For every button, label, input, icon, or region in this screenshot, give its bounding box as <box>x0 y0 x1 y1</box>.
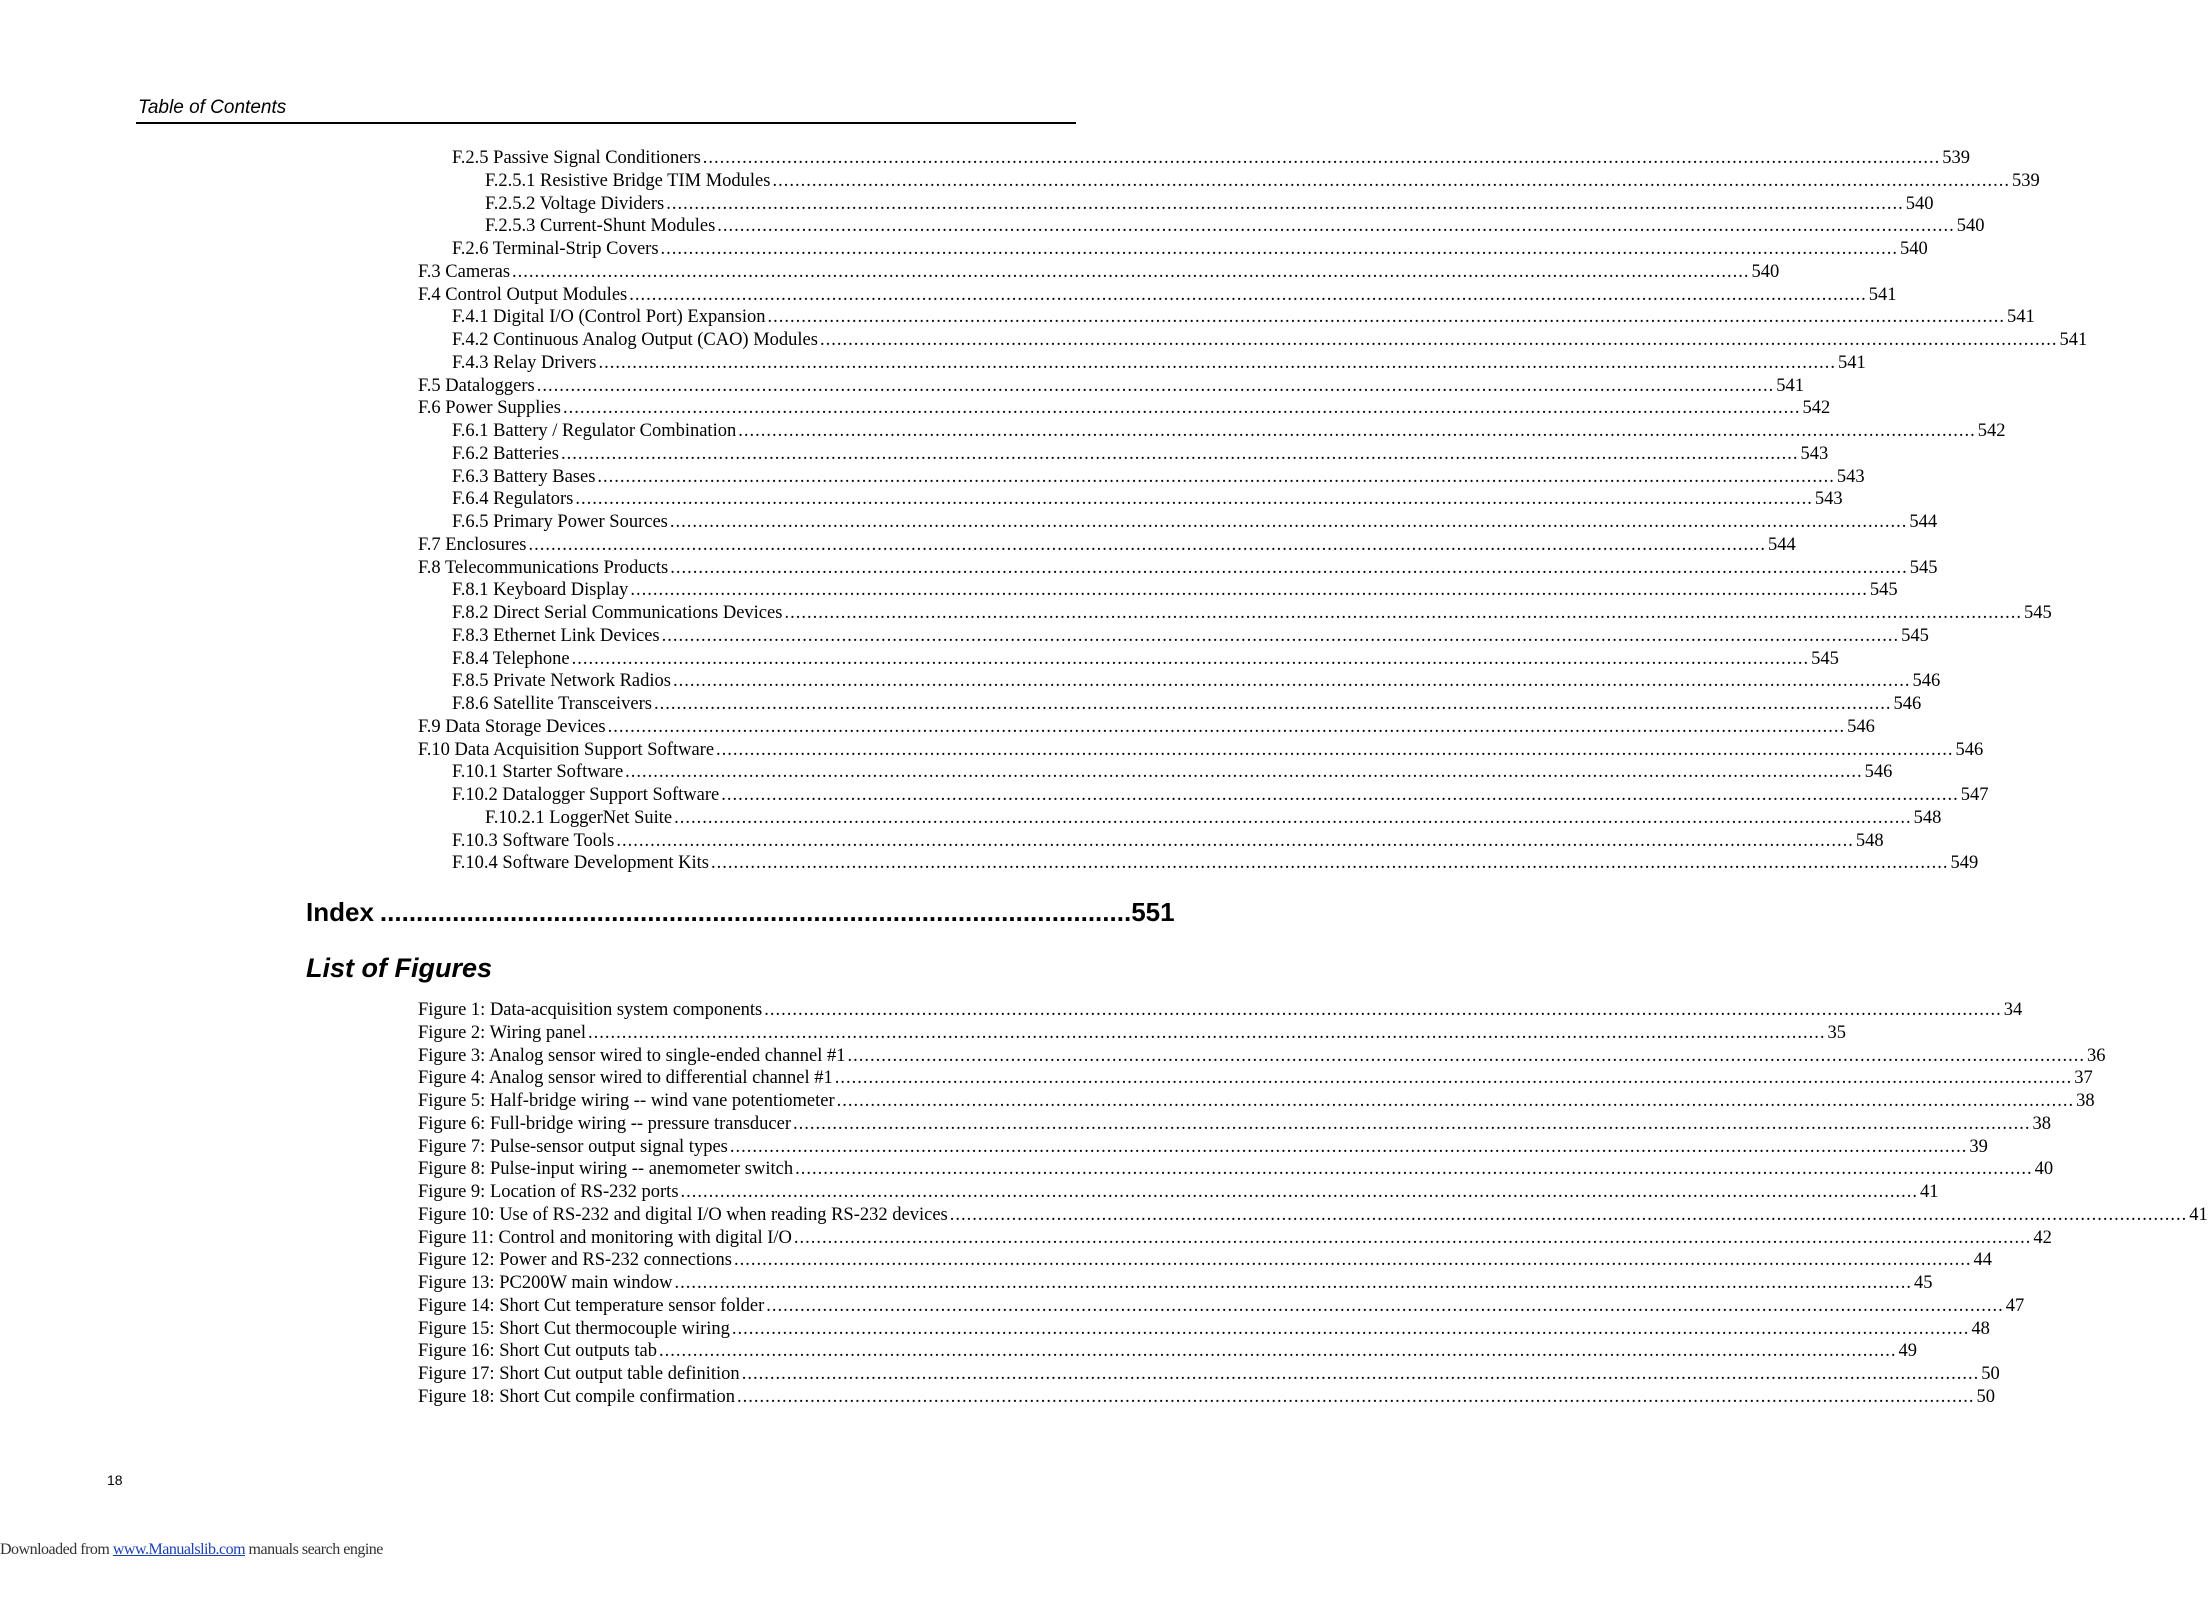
entry-page: 541 <box>1776 375 1804 396</box>
dot-leader: ............................................................................................................................................................................................................................ <box>660 239 1899 259</box>
entry-page: 541 <box>2007 307 2035 328</box>
entry-page: 543 <box>1836 466 1865 487</box>
entry-title: F.2.5 Passive Signal Conditioners <box>452 148 701 168</box>
entry-page: 539 <box>1942 148 1971 168</box>
toc-entry[interactable] <box>452 784 1989 807</box>
entry-title: Figure 14: Short Cut temperature sensor folder <box>418 1295 765 1316</box>
dot-leader: ............................................................................................................................................................................................................................ <box>716 739 1954 760</box>
entry-page: 546 <box>1912 671 1941 692</box>
toc-entry[interactable] <box>418 557 1938 580</box>
dot-leader: ............................................................................................................................................................................................................................ <box>772 170 2010 191</box>
list-of-figures-heading: List of Figures <box>306 953 493 983</box>
entry-page: 48 <box>1971 1318 1990 1339</box>
entry-page: 547 <box>1960 785 1989 805</box>
dot-leader: ............................................................................................................................................................................................................................ <box>767 307 2006 328</box>
dot-leader: ............................................................................................................................................................................................................................ <box>674 1273 1913 1293</box>
dot-leader: ............................................................................................................................................................................................................................ <box>738 421 1976 441</box>
entry-page: 545 <box>1811 648 1839 669</box>
dot-leader: ............................................................................................................................................................................................................................ <box>629 284 1867 305</box>
entry-title: F.10.2 Datalogger Support Software <box>452 785 720 805</box>
footer-suffix: manuals search engine <box>245 1541 383 1558</box>
index-page: 551 <box>1131 897 1175 927</box>
entry-page: 545 <box>1869 580 1898 601</box>
entry-page: 544 <box>1909 512 1938 532</box>
dot-leader: ............................................................................................................................................................................................................................ <box>575 489 1813 510</box>
dot-leader: ............................................................................................................................................................................................................................ <box>512 261 1750 282</box>
entry-page: 35 <box>1827 1022 1846 1043</box>
entry-title: F.8.1 Keyboard Display <box>452 580 629 601</box>
dot-leader: ............................................................................................................................................................................................................................ <box>795 1159 2033 1180</box>
entry-title: Figure 10: Use of RS-232 and digital I/O when reading RS-232 devices <box>418 1204 948 1225</box>
entry-page: 541 <box>2059 330 2088 350</box>
figure-entry[interactable] <box>418 1249 1992 1272</box>
entry-page: 542 <box>1977 421 2006 441</box>
entry-page: 548 <box>1855 830 1884 851</box>
entry-title: F.4.3 Relay Drivers <box>452 352 597 373</box>
entry-page: 540 <box>1900 239 1928 259</box>
entry-title: Figure 2: Wiring panel <box>418 1022 586 1043</box>
dot-leader: ............................................................................................................................................................................................................................ <box>847 1045 2085 1066</box>
figure-entry[interactable] <box>418 1318 1990 1341</box>
toc-entry[interactable] <box>452 579 1898 602</box>
dot-leader: ............................................................................................................................................................................................................................ <box>721 785 1959 805</box>
dot-leader: ............................................................................................................................................................................................................................ <box>653 694 1892 714</box>
dot-leader: ............................................................................................................................................................................................................................ <box>571 648 1810 669</box>
dot-leader: ............................................................................................................................................................................................................................ <box>669 512 1908 532</box>
toc-entry[interactable] <box>452 625 1929 648</box>
entry-title: F.8.5 Private Network Radios <box>452 671 671 692</box>
dot-leader: ............................................................................................................................................................................................................................ <box>793 1113 2031 1134</box>
dot-leader: ............................................................................................................................................................................................................................ <box>562 398 1801 419</box>
dot-leader: ............................................................................................................................................................................................................................ <box>836 1091 2075 1111</box>
toc-entry[interactable] <box>452 602 2052 625</box>
entry-title: F.2.5.2 Voltage Dividers <box>485 193 665 214</box>
figure-entry[interactable] <box>418 1227 2052 1250</box>
toc-entry[interactable] <box>452 306 2035 329</box>
entry-page: 545 <box>1909 557 1938 578</box>
toc-entry[interactable] <box>452 648 1839 671</box>
entry-page: 542 <box>1802 398 1831 419</box>
entry-page: 540 <box>1905 193 1934 214</box>
figure-entry[interactable] <box>418 1181 1939 1204</box>
entry-title: F.8.2 Direct Serial Communications Devices <box>452 603 783 623</box>
entry-page: 44 <box>1973 1250 1992 1271</box>
entry-page: 41 <box>2189 1204 2208 1225</box>
entry-title: Figure 4: Analog sensor wired to differential channel #1 <box>418 1068 833 1089</box>
toc-entry[interactable] <box>452 511 1938 534</box>
entry-title: F.10 Data Acquisition Support Software <box>418 739 715 760</box>
entry-page: 42 <box>2033 1227 2052 1248</box>
figure-entry[interactable] <box>418 1045 2106 1068</box>
entry-page: 543 <box>1800 443 1829 464</box>
dot-leader: ............................................................................................................................................................................................................................ <box>672 671 1911 692</box>
entry-page: 38 <box>2032 1113 2051 1134</box>
toc-entry[interactable] <box>452 830 1884 853</box>
dot-leader: ............................................................................................................................................................................................................................ <box>949 1204 2188 1225</box>
entry-title: F.10.4 Software Development Kits <box>452 853 709 874</box>
dot-leader: ............................................................................................................................................................................................................................ <box>680 1182 1919 1202</box>
entry-page: 548 <box>1913 807 1942 828</box>
entry-page: 539 <box>2011 170 2040 191</box>
entry-page: 540 <box>1956 216 1985 237</box>
dot-leader: ............................................................................................................................................................................................................................ <box>764 1000 2002 1020</box>
toc-entry[interactable] <box>418 375 1804 398</box>
figure-entry[interactable] <box>418 1090 2095 1113</box>
entry-title: F.8.4 Telephone <box>452 648 570 669</box>
page-number: 18 <box>107 1472 123 1488</box>
toc-entry[interactable] <box>485 170 2040 193</box>
figure-entry[interactable] <box>418 1272 1933 1295</box>
entry-title: F.4 Control Output Modules <box>418 284 628 305</box>
dot-leader: ............................................................................................................................................................................................................................ <box>733 1250 1972 1271</box>
dot-leader: ............................................................................................................................................................................................................................ <box>717 216 1955 237</box>
entry-page: 34 <box>2003 1000 2023 1020</box>
dot-leader: ........................................................................................................ <box>379 897 1132 927</box>
entry-title: F.6.3 Battery Bases <box>452 466 596 487</box>
dot-leader: ............................................................................................................................................................................................................................ <box>819 330 2058 350</box>
dot-leader: ............................................................................................................................................................................................................................ <box>587 1022 1826 1043</box>
figure-entry[interactable] <box>418 1386 1996 1409</box>
entry-title: F.2.5.3 Current-Shunt Modules <box>485 216 716 237</box>
entry-title: Figure 3: Analog sensor wired to single-ended channel #1 <box>418 1045 846 1066</box>
toc-entry[interactable] <box>452 420 2006 443</box>
entry-page: 541 <box>1868 284 1897 305</box>
entry-page: 540 <box>1751 261 1780 282</box>
dot-leader: ............................................................................................................................................................................................................................ <box>607 716 1846 737</box>
dot-leader: ............................................................................................................................................................................................................................ <box>793 1227 2032 1248</box>
entry-title: Figure 11: Control and monitoring with digital I/O <box>418 1227 792 1248</box>
entry-title: F.8.6 Satellite Transceivers <box>452 694 652 714</box>
entry-page: 546 <box>1893 694 1922 714</box>
entry-page: 41 <box>1920 1182 1939 1202</box>
dot-leader: ............................................................................................................................................................................................................................ <box>560 443 1799 464</box>
entry-page: 543 <box>1814 489 1843 510</box>
dot-leader: ............................................................................................................................................................................................................................ <box>528 534 1766 555</box>
entry-title: F.6.1 Battery / Regulator Combination <box>452 421 737 441</box>
entry-title: F.2.5.1 Resistive Bridge TIM Modules <box>485 170 771 191</box>
entry-title: Figure 17: Short Cut output table definition <box>418 1364 740 1384</box>
figure-entry[interactable] <box>418 1363 2000 1386</box>
dot-leader: ............................................................................................................................................................................................................................ <box>674 807 1912 828</box>
toc-entry[interactable] <box>485 807 1942 830</box>
dot-leader: ............................................................................................................................................................................................................................ <box>710 853 1949 874</box>
figure-entry[interactable] <box>418 1113 2051 1136</box>
entry-page: 546 <box>1955 739 1984 760</box>
entry-page: 50 <box>1981 1364 2000 1384</box>
entry-title: Figure 6: Full-bridge wiring -- pressure transducer <box>418 1113 791 1134</box>
entry-title: F.8 Telecommunications Products <box>418 557 669 578</box>
footer-prefix: Downloaded from <box>0 1541 113 1558</box>
entry-title: Figure 1: Data-acquisition system components <box>418 1000 763 1020</box>
entry-page: 541 <box>1837 352 1866 373</box>
toc-entry[interactable] <box>452 852 1979 875</box>
figure-entry[interactable] <box>418 999 2023 1022</box>
entry-page: 36 <box>2086 1045 2106 1066</box>
toc-entry[interactable] <box>452 147 1971 170</box>
toc-entry[interactable] <box>452 761 1893 784</box>
toc-entry[interactable] <box>418 534 1796 557</box>
entry-page: 549 <box>1950 853 1979 874</box>
toc-entry[interactable] <box>485 193 1934 216</box>
figure-entry[interactable] <box>418 1204 2208 1227</box>
index-label: Index <box>306 897 374 927</box>
dot-leader: ............................................................................................................................................................................................................................ <box>731 1318 1970 1339</box>
dot-leader: ............................................................................................................................................................................................................................ <box>737 1386 1975 1407</box>
toc-entry[interactable] <box>418 397 1831 420</box>
entry-title: Figure 16: Short Cut outputs tab <box>418 1341 657 1362</box>
dot-leader: ............................................................................................................................................................................................................................ <box>597 466 1835 487</box>
manualslib-link[interactable]: www.Manualslib.com <box>112 1541 246 1558</box>
entry-title: Figure 9: Location of RS-232 ports <box>418 1182 679 1202</box>
entry-title: F.6.2 Batteries <box>452 443 559 464</box>
toc-entry[interactable] <box>418 739 1984 762</box>
entry-title: F.8.3 Ethernet Link Devices <box>452 625 660 646</box>
dot-leader: ............................................................................................................................................................................................................................ <box>658 1341 1897 1362</box>
dot-leader: ............................................................................................................................................................................................................................ <box>729 1136 1968 1157</box>
figure-entry[interactable] <box>418 1340 1917 1363</box>
toc-entry[interactable] <box>452 693 1922 716</box>
header-rule <box>136 122 1076 124</box>
entry-title: F.6.5 Primary Power Sources <box>452 512 668 532</box>
dot-leader: ............................................................................................................................................................................................................................ <box>630 580 1868 601</box>
entry-title: F.10.2.1 LoggerNet Suite <box>485 807 673 828</box>
dot-leader: ............................................................................................................................................................................................................................ <box>784 603 2022 623</box>
toc-entry[interactable] <box>485 215 1985 238</box>
entry-page: 47 <box>2005 1295 2025 1316</box>
entry-title: Figure 7: Pulse-sensor output signal types <box>418 1136 728 1157</box>
entry-title: Figure 5: Half-bridge wiring -- wind vane potentiometer <box>418 1091 835 1111</box>
entry-page: 38 <box>2076 1091 2095 1111</box>
toc-entry[interactable] <box>452 670 1941 693</box>
entry-page: 545 <box>1901 625 1929 646</box>
figure-entry[interactable] <box>418 1295 2025 1318</box>
dot-leader: ............................................................................................................................................................................................................................ <box>598 352 1836 373</box>
entry-title: F.5 Dataloggers <box>418 375 535 396</box>
entry-title: F.10.1 Starter Software <box>452 762 624 783</box>
download-footer <box>0 1541 383 1559</box>
toc-entry[interactable] <box>418 284 1897 307</box>
toc-entry[interactable] <box>452 488 1843 511</box>
entry-title: F.3 Cameras <box>418 261 511 282</box>
dot-leader: ............................................................................................................................................................................................................................ <box>616 830 1854 851</box>
dot-leader: ............................................................................................................................................................................................................................ <box>766 1295 2004 1316</box>
entry-title: F.9 Data Storage Devices <box>418 716 606 737</box>
toc-entry[interactable] <box>418 716 1875 739</box>
toc-entry[interactable] <box>452 238 1928 261</box>
dot-leader: ............................................................................................................................................................................................................................ <box>741 1364 1980 1384</box>
dot-leader: ............................................................................................................................................................................................................................ <box>625 762 1863 783</box>
entry-title: Figure 12: Power and RS-232 connections <box>418 1250 732 1271</box>
dot-leader: ............................................................................................................................................................................................................................ <box>666 193 1904 214</box>
figure-entry[interactable] <box>418 1136 1988 1159</box>
index-entry[interactable] <box>306 897 1175 933</box>
entry-page: 39 <box>1969 1136 1988 1157</box>
entry-title: Figure 8: Pulse-input wiring -- anemometer switch <box>418 1159 794 1180</box>
entry-title: Figure 13: PC200W main window <box>418 1273 673 1293</box>
entry-title: F.2.6 Terminal-Strip Covers <box>452 239 659 259</box>
entry-page: 50 <box>1976 1386 1996 1407</box>
entry-page: 546 <box>1847 716 1875 737</box>
entry-title: F.7 Enclosures <box>418 534 527 555</box>
entry-page: 544 <box>1767 534 1796 555</box>
entry-page: 40 <box>2034 1159 2054 1180</box>
entry-title: Figure 18: Short Cut compile confirmation <box>418 1386 736 1407</box>
figure-entry[interactable] <box>418 1022 1846 1045</box>
entry-title: F.4.2 Continuous Analog Output (CAO) Modules <box>452 330 818 350</box>
entry-title: F.6 Power Supplies <box>418 398 561 419</box>
entry-title: F.4.1 Digital I/O (Control Port) Expansion <box>452 307 766 328</box>
dot-leader: ............................................................................................................................................................................................................................ <box>670 557 1908 578</box>
toc-entry[interactable] <box>418 261 1780 284</box>
entry-page: 49 <box>1898 1341 1917 1362</box>
figure-entry[interactable] <box>418 1158 2054 1181</box>
entry-title: Figure 15: Short Cut thermocouple wiring <box>418 1318 730 1339</box>
dot-leader: ............................................................................................................................................................................................................................ <box>834 1068 2073 1089</box>
toc-entry[interactable] <box>452 352 1866 375</box>
entry-title: F.6.4 Regulators <box>452 489 574 510</box>
entry-title: F.10.3 Software Tools <box>452 830 615 851</box>
toc-entry[interactable] <box>452 329 2088 352</box>
figure-entry[interactable] <box>418 1067 2093 1090</box>
dot-leader: ............................................................................................................................................................................................................................ <box>661 625 1900 646</box>
dot-leader: ............................................................................................................................................................................................................................ <box>702 148 1941 168</box>
entry-page: 37 <box>2074 1068 2093 1089</box>
dot-leader: ............................................................................................................................................................................................................................ <box>536 375 1775 396</box>
entry-page: 45 <box>1914 1273 1933 1293</box>
entry-page: 545 <box>2023 603 2052 623</box>
running-header: Table of Contents <box>138 97 287 118</box>
toc-entry[interactable] <box>452 466 1865 489</box>
entry-page: 546 <box>1864 762 1893 783</box>
toc-entry[interactable] <box>452 443 1829 466</box>
